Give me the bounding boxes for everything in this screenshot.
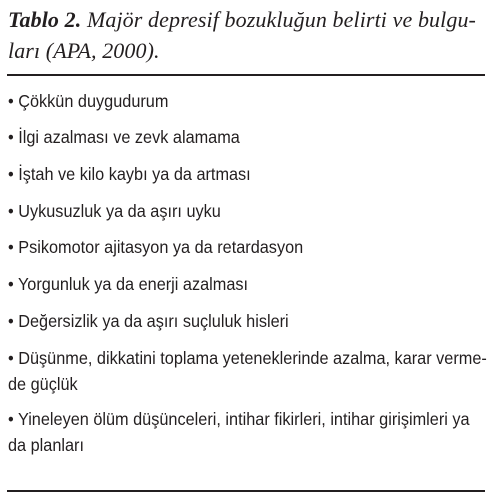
table-caption (8, 4, 484, 66)
bottom-rule (7, 490, 485, 492)
list-item (8, 308, 487, 334)
item-text: İştah ve kilo kaybı ya da artması (13, 164, 251, 184)
list-item (8, 271, 487, 297)
bullet-icon: • (8, 348, 14, 368)
table-title-line-1: Majör depresif bozukluğun belirti ve bulgu- (81, 7, 476, 32)
list-item (8, 345, 487, 397)
item-text: İlgi azalması ve zevk alamama (13, 127, 240, 147)
item-text-continuation: da planları (8, 435, 85, 455)
item-text: Yineleyen ölüm düşünceleri, intihar fikirleri, intihar girişimleri ya (13, 409, 470, 429)
bullet-icon: • (8, 164, 14, 184)
list-item (8, 234, 487, 260)
list-item (8, 406, 487, 458)
table-label: Tablo 2. (8, 7, 82, 32)
list-item (8, 124, 487, 150)
bullet-icon: • (8, 409, 14, 429)
item-text: Değersizlik ya da aşırı suçluluk hisleri (13, 311, 289, 331)
bullet-icon: • (8, 91, 14, 111)
bullet-icon: • (8, 237, 14, 257)
item-text: Psikomotor ajitasyon ya da retardasyon (13, 237, 304, 257)
table-title-line-2: ları (APA, 2000). (8, 38, 160, 63)
list-item (8, 88, 487, 114)
item-text-continuation: de güçlük (8, 374, 78, 394)
list-item (8, 198, 487, 224)
item-text: Yorgunluk ya da enerji azalması (13, 274, 249, 294)
bullet-icon: • (8, 274, 14, 294)
list-item (8, 161, 487, 187)
top-rule (7, 74, 485, 76)
bullet-icon: • (8, 127, 14, 147)
bullet-icon: • (8, 311, 14, 331)
item-text: Düşünme, dikkatini toplama yeteneklerinde azalma, karar verme- (13, 348, 487, 368)
item-text: Çökkün duygudurum (13, 91, 169, 111)
bullet-icon: • (8, 201, 14, 221)
item-text: Uykusuzluk ya da aşırı uyku (13, 201, 221, 221)
